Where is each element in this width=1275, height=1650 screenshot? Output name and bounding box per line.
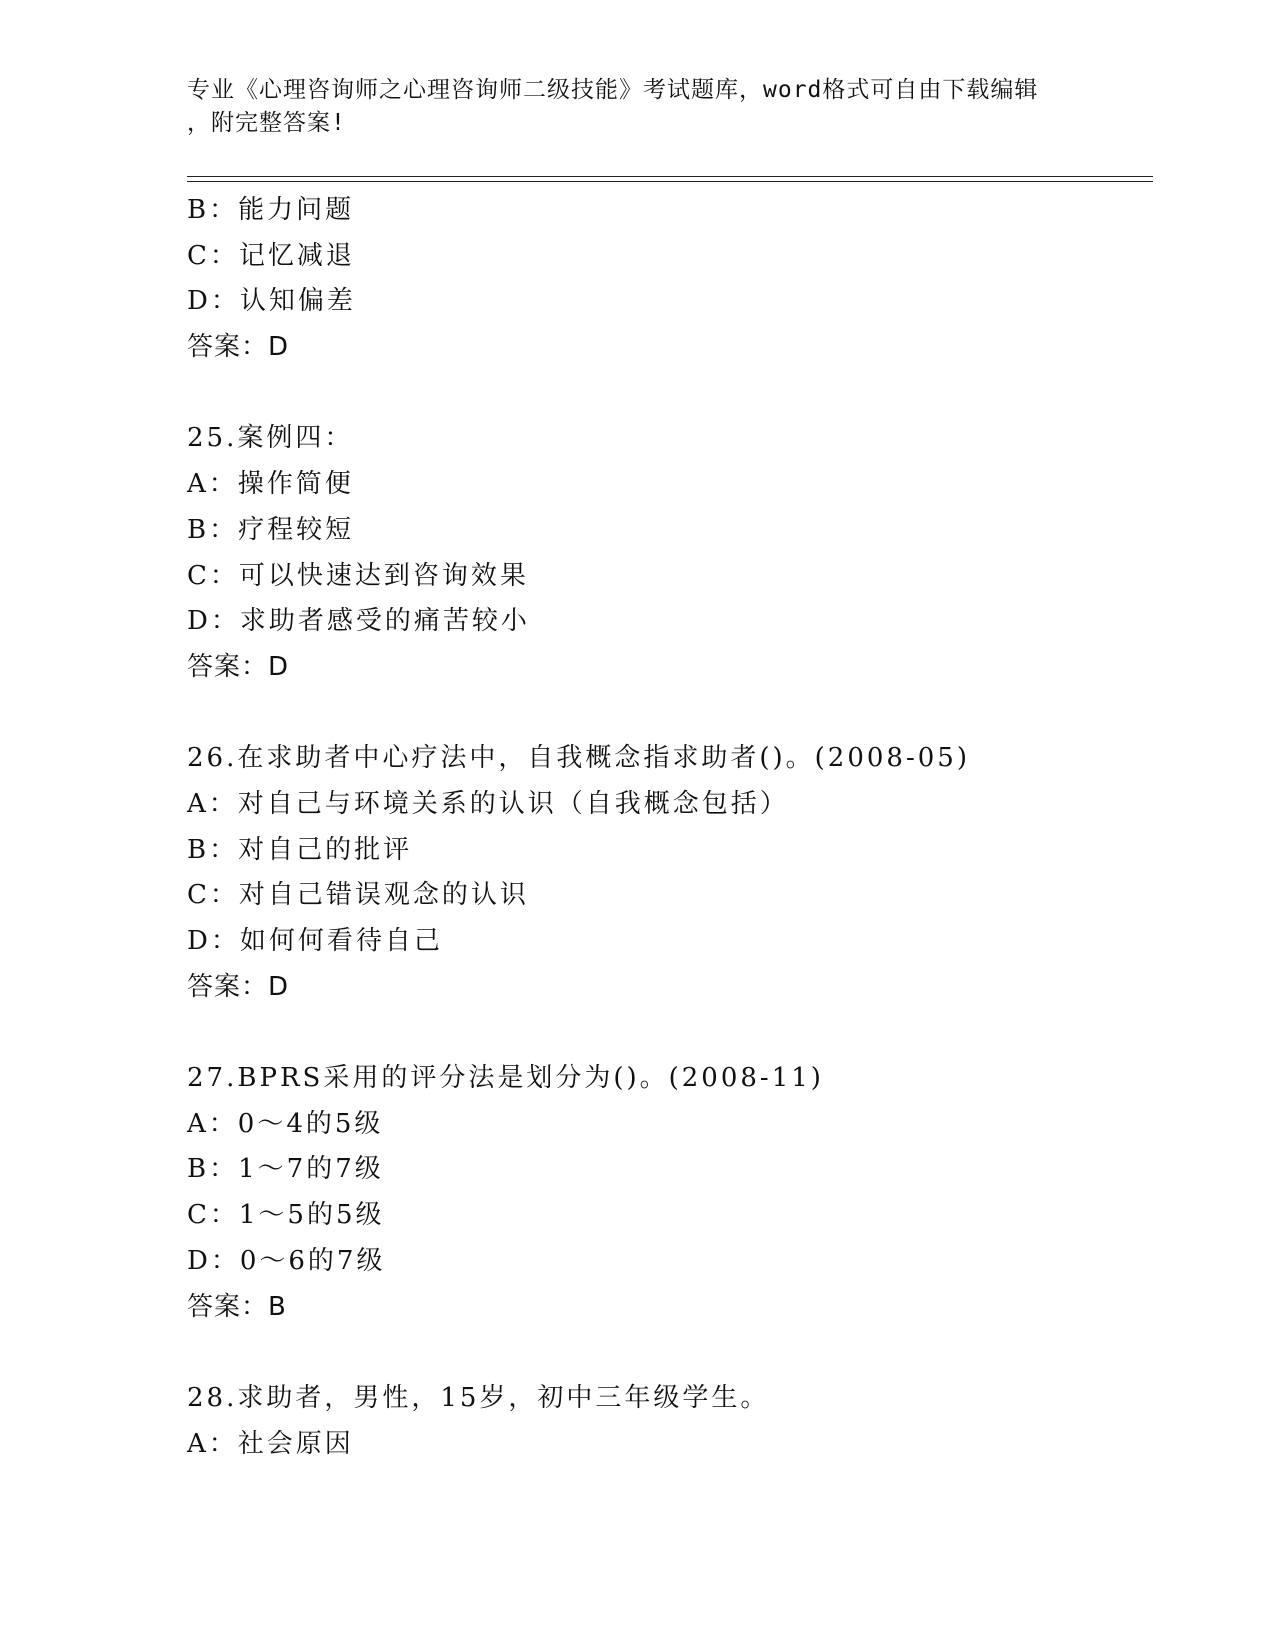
question-26: [187, 736, 1147, 1010]
option-b: B：1～7的7级: [187, 1154, 384, 1185]
option-d: D：如何何看待自己: [187, 926, 443, 956]
spacer: [187, 1010, 1147, 1056]
answer-line: 答案：D: [187, 971, 290, 1002]
option-c: C：对自己错误观念的认识: [187, 880, 529, 911]
question-stem: 26.在求助者中心疗法中，自我概念指求助者()。(2008-05): [187, 743, 970, 774]
option-d: D：0～6的7级: [187, 1245, 386, 1276]
header-title-line-2: ，附完整答案!: [187, 110, 346, 136]
header-title-line-1: 专业《心理咨询师之心理咨询师二级技能》考试题库，word格式可自由下载编辑: [187, 77, 1039, 103]
answer-line: 答案：D: [187, 332, 290, 363]
option-c: C：记忆减退: [187, 240, 355, 271]
question-24-continued: [187, 188, 1147, 371]
answer-line: 答案：B: [187, 1291, 287, 1322]
option-b: B：对自己的批评: [187, 834, 413, 865]
question-stem: 27.BPRS采用的评分法是划分为()。(2008-11): [187, 1063, 824, 1094]
option-a: A：操作简便: [187, 469, 354, 500]
question-stem: 28.求助者，男性，15岁，初中三年级学生。: [187, 1382, 770, 1413]
header-divider-bottom: [187, 181, 1153, 182]
spacer: [187, 1330, 1147, 1376]
question-28: [187, 1376, 1147, 1467]
spacer: [187, 691, 1147, 737]
option-c: C：1～5的5级: [187, 1200, 385, 1231]
question-27: [187, 1056, 1147, 1330]
question-list: [187, 188, 1147, 1467]
option-c: C：可以快速达到咨询效果: [187, 560, 529, 591]
header-divider-top: [187, 176, 1153, 177]
answer-line: 答案：D: [187, 651, 290, 682]
question-25: [187, 416, 1147, 690]
option-d: D：认知偏差: [187, 286, 356, 317]
option-b: B：疗程较短: [187, 514, 355, 545]
question-stem: 25.案例四：: [187, 423, 354, 454]
option-a: A：社会原因: [187, 1428, 354, 1459]
spacer: [187, 371, 1147, 417]
option-a: A：0～4的5级: [187, 1108, 384, 1139]
option-a: A：对自己与环境关系的认识（自我概念包括）: [187, 788, 789, 819]
option-b: B：能力问题: [187, 195, 355, 225]
option-d: D：求助者感受的痛苦较小: [187, 606, 530, 637]
document-header: [187, 74, 1087, 140]
